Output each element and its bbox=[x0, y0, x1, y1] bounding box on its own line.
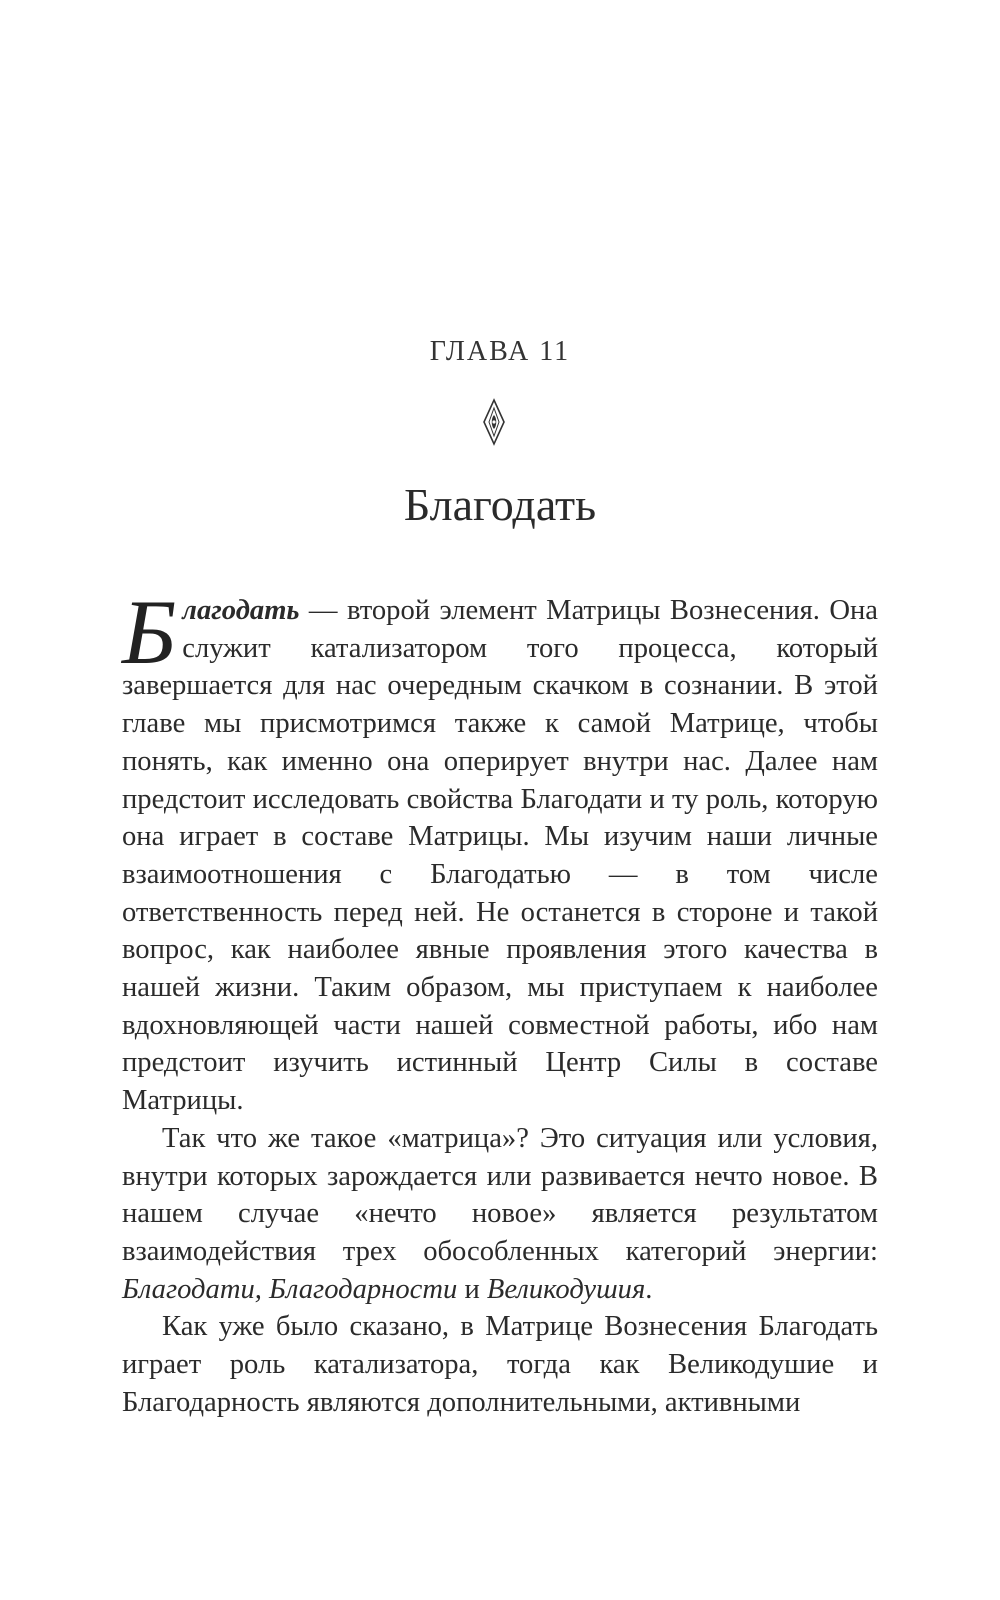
term-magnanimity: Великодушия bbox=[486, 1273, 646, 1305]
paragraph-3 bbox=[122, 1308, 878, 1421]
chapter-label: ГЛАВА 11 bbox=[429, 336, 571, 367]
chapter-title: Благодать bbox=[403, 479, 597, 530]
conjunction: и bbox=[457, 1273, 487, 1305]
paragraph-2-text: Так что же такое «матрица»? Это ситуация или условия, внутри которых зарождается или развивается нечто новое. В нашем случае «нечто новое» является результатом взаимодействия трех обособленных категорий энергии: bbox=[122, 1122, 878, 1267]
paragraph-2-end: . bbox=[645, 1273, 653, 1305]
paragraph-1-text: — второй элемент Матрицы Вознесения. Она служит катализатором того процесса, который завершается для нас очередным скачком в сознании. В этой главе мы присмотримся также к самой Матрице, чтобы понять, как именно она оперирует внутри нас. Далее нам предстоит исследовать свойства Благодати и ту роль, которую она играет в составе Матрицы. Мы изучим наши личные взаимоотношения с Благодатью — в том числе ответственность перед ней. Не останется в стороне и такой вопрос, как наиболее явные проявления этого качества в нашей жизни. Таким образом, мы приступаем к наиболее вдохновляющей части нашей совместной работы, ибо нам предстоит изучить истинный Центр Силы в составе Матрицы. bbox=[122, 595, 878, 1117]
chapter-body bbox=[122, 581, 878, 1421]
paragraph-2 bbox=[122, 1120, 878, 1309]
diamond-ornament-icon bbox=[480, 398, 508, 446]
term-grace-gratitude: Благодати, Благодарности bbox=[122, 1273, 458, 1305]
paragraph-1 bbox=[122, 581, 878, 1120]
lead-word: лагодать bbox=[182, 595, 300, 626]
drop-cap: Б bbox=[122, 581, 177, 683]
paragraph-3-text: Как уже было сказано, в Матрице Вознесения Благодать играет роль катализатора, тогда как Великодушие и Благодарность являются дополнительными, активными bbox=[122, 1311, 878, 1418]
